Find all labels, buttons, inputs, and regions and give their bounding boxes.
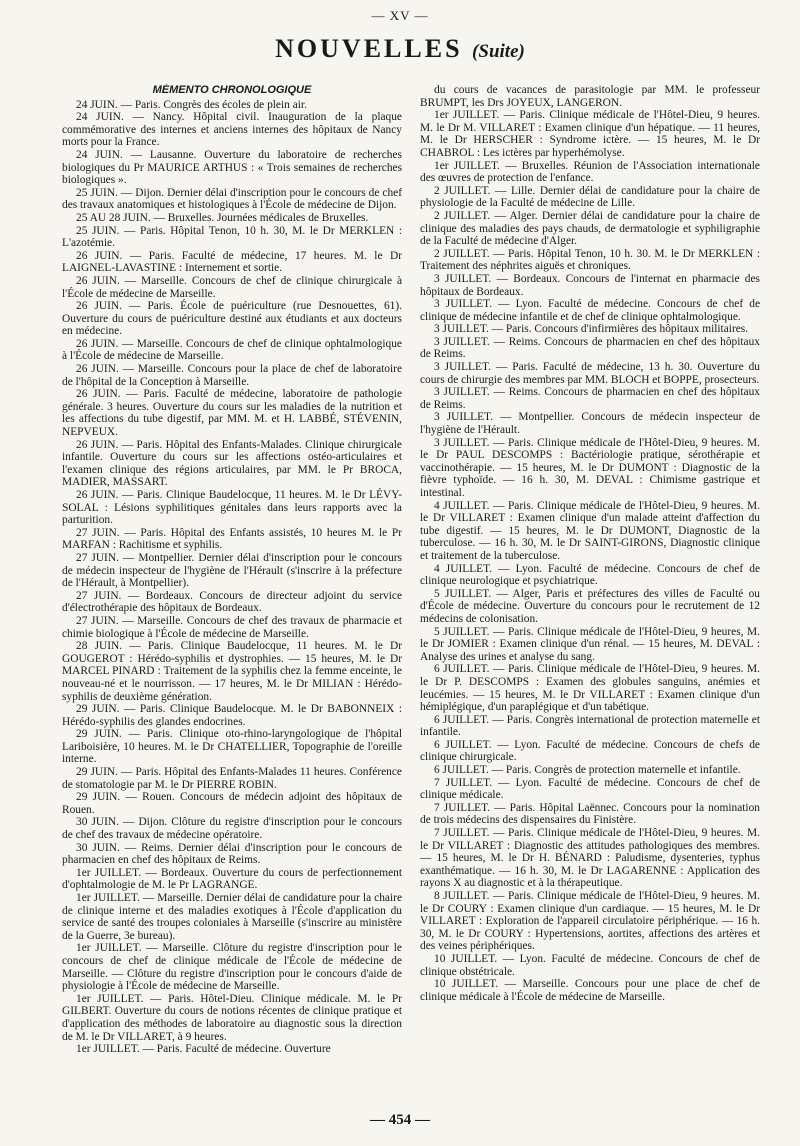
entry: 28 JUIN. — Paris. Clinique Baudelocque, 11 heures. M. le Dr GOUGEROT : Hérédo-syphilis et dystrophies. — 15 heures, M. le Dr MARCEL PINARD : Traitement de la syphilis chez la femme enceinte, le nouveau-né et le nourrisson. — 17 heures, M. le Dr MILIAN : Hérédo-syphilis de deuxième génération. (62, 640, 402, 703)
folio: — XV — (371, 8, 429, 23)
entry: 29 JUIN. — Rouen. Concours de médecin adjoint des hôpitaux de Rouen. (62, 791, 402, 816)
entry: 7 JUILLET. — Paris. Hôpital Laënnec. Concours pour la nomination de trois médecins des dispensaires du Finistère. (420, 801, 760, 827)
left-column (62, 84, 402, 1104)
entry: 1er JUILLET. — Bruxelles. Réunion de l'Association internationale des œuvres de protection de l'enfance. (420, 159, 760, 185)
page-title (0, 34, 800, 64)
entry: 2 JUILLET. — Lille. Dernier délai de candidature pour la chaire de physiologie de la Faculté de médecine de Lille. (420, 184, 760, 210)
entry: 7 JUILLET. — Lyon. Faculté de médecine. Concours de chef de clinique médicale. (420, 776, 760, 802)
entry: 25 AU 28 JUIN. — Bruxelles. Journées médicales de Bruxelles. (76, 211, 369, 224)
entry: 1er JUILLET. — Paris. Clinique médicale de l'Hôtel-Dieu, 9 heures. M. le Dr M. VILLARET : Examen clinique d'un hépatique. — 11 heures, M. le Dr HERSCHER : Syndrome ictère. — 15 heures, M. le Dr CHABROL : Les ictères par hyperhémolyse. (420, 109, 760, 159)
entry: 30 JUIN. — Dijon. Clôture du registre d'inscription pour le concours de chef des travaux de médecine opératoire. (62, 816, 402, 842)
entry: 24 JUIN. — Nancy. Hôpital civil. Inauguration de la plaque commémorative des internes et anciens internes des hôpitaux de Nancy morts pour la France. (62, 111, 402, 149)
entry: 3 JUILLET. — Reims. Concours de pharmacien en chef des hôpitaux de Reims. (420, 386, 760, 411)
entry: 4 JUILLET. — Paris. Clinique médicale de l'Hôtel-Dieu, 9 heures. M. le Dr VILLARET : Examen clinique d'un malade atteint d'affection du tube digestif. — 15 heures, M. le Dr DUMONT, Diagnostic de la tuberculose. — 16 h. 30, M. le Dr SAINT-GIRONS, Diagnostic clinique et traitement de la tuberculose. (420, 499, 760, 562)
entry: 29 JUIN. — Paris. Clinique oto-rhino-laryngologique de l'hôpital Lariboisière, 10 heures. M. le Dr CHATELLIER, Topographie de l'oreille interne. (62, 728, 402, 766)
entry: 6 JUILLET. — Paris. Clinique médicale de l'Hôtel-Dieu, 9 heures. M. le Dr P. DESCOMPS : Examen des globules sanguins, anémies et leucémies. — 15 heures, M. le Dr VILLARET : Examen clinique d'un hémiplégique, d'un paraplégique et d'un tabétique. (420, 663, 760, 714)
entry: 4 JUILLET. — Lyon. Faculté de médecine. Concours de chef de clinique neurologique et psychiatrique. (420, 562, 760, 588)
entry: 26 JUIN. — Marseille. Concours pour la place de chef de laboratoire de l'hôpital de la Conception à Marseille. (62, 363, 402, 388)
entry: 26 JUIN. — Marseille. Concours de chef de clinique ophtalmologique à l'École de médecine de Marseille. (62, 337, 402, 363)
right-entries (420, 84, 760, 1003)
entry: 10 JUILLET. — Marseille. Concours pour une place de chef de clinique médicale à l'École de médecine de Marseille. (420, 978, 760, 1003)
entry: 5 JUILLET. — Alger, Paris et préfectures des villes de Faculté ou d'École de médecine. Ouverture du concours pour le recrutement de 12 médecins de colonisation. (420, 587, 760, 625)
entry: 29 JUIN. — Paris. Hôpital des Enfants-Malades 11 heures. Conférence de stomatologie par M. le Dr PIERRE ROBIN. (62, 766, 402, 791)
entry: 26 JUIN. — Paris. Hôpital des Enfants-Malades. Clinique chirurgicale infantile. Ouverture du cours sur les affections ostéo-articulaires et l'examen clinique des régions articulaires, par MM. le Pr BROCA, MADIER, MASSART. (62, 438, 402, 489)
title-suite: (Suite) (472, 41, 525, 62)
entry: 1er JUILLET. — Marseille. Clôture du registre d'inscription pour le concours de chef de clinique médicale de l'École de médecine de Marseille. — Clôture du registre d'inscription pour le concours d'aide de physiologie à l'École de médecine de Marseille. (62, 942, 402, 993)
entry: 1er JUILLET. — Paris. Faculté de médecine. Ouverture (76, 1043, 331, 1056)
entry: 8 JUILLET. — Paris. Clinique médicale de l'Hôtel-Dieu, 9 heures. M. le Dr COURY : Examen clinique d'un cardiaque. — 15 heures, M. le Dr VILLARET : Exploration de l'appareil circulatoire périphérique. — 16 h. 30, M. le Dr COURY : Hypertensions, aortites, affections des artères et des veines périphériques. (420, 890, 760, 953)
entry: 2 JUILLET. — Paris. Hôpital Tenon, 10 h. 30. M. le Dr MERKLEN : Traitement des néphrites aiguës et chroniques. (420, 247, 760, 273)
entry: 25 JUIN. — Dijon. Dernier délai d'inscription pour le concours de chef des travaux anatomiques et histologiques à l'École de médecine de Dijon. (62, 186, 402, 212)
entry: 27 JUIN. — Montpellier. Dernier délai d'inscription pour le concours de médecin inspecteur de l'hygiène de l'Hérault (s'inscrire à la préfecture de l'Hérault, à Montpellier). (62, 551, 402, 590)
entry: 6 JUILLET. — Paris. Congrès de protection maternelle et infantile. (434, 764, 741, 777)
entry: 1er JUILLET. — Paris. Hôtel-Dieu. Clinique médicale. M. le Pr GILBERT. Ouverture du cours de notions récentes de clinique pratique et d'application des méthodes de laboratoire au diagnostic sous la direction de M. le Dr VILLARET, à 9 heures. (62, 992, 402, 1043)
section-title: MÉMENTO CHRONOLOGIQUE (152, 84, 312, 96)
entry: 7 JUILLET. — Paris. Clinique médicale de l'Hôtel-Dieu, 9 heures. M. le Dr VILLARET : Diagnostic des attitudes pathologiques des membres. — 15 heures, M. le Dr H. BÉNARD : Paludisme, dysenteries, typhus exanthématique. — 16 h. 30, M. le Dr LAGARENNE : Application des rayons X au diagnostic et à la thérapeutique. (420, 827, 760, 890)
entry: 27 JUIN. — Bordeaux. Concours de directeur adjoint du service d'électrothérapie des hôpitaux de Bordeaux. (62, 589, 402, 615)
entry: 3 JUILLET. — Paris. Faculté de médecine, 13 h. 30. Ouverture du cours de chirurgie des membres par MM. BLOCH et BOPPE, prosecteurs. (420, 361, 760, 386)
page-number: — 454 — (370, 1112, 430, 1128)
entry: 27 JUIN. — Marseille. Concours de chef des travaux de pharmacie et chimie biologique à l'École de médecine de Marseille. (62, 614, 402, 640)
entry: 5 JUILLET. — Paris. Clinique médicale de l'Hôtel-Dieu, 9 heures, M. le Dr JOMIER : Examen clinique d'un rénal. — 15 heures, M. DEVAL : Analyse des urines et analyse du sang. (420, 625, 760, 663)
left-entries (62, 99, 402, 1056)
entry: 2 JUILLET. — Alger. Dernier délai de candidature pour la chaire de clinique des maladies des pays chauds, de dermatologie et syphiligraphie de la Faculté de médecine d'Alger. (420, 209, 760, 248)
entry: 26 JUIN. — Paris. Faculté de médecine, 17 heures. M. le Dr LAIGNEL-LAVASTINE : Internement et sortie. (62, 249, 402, 275)
entry: 29 JUIN. — Paris. Clinique Baudelocque. M. le Dr BABONNEIX : Hérédo-syphilis des glandes endocrines. (62, 703, 402, 728)
entry: 6 JUILLET. — Paris. Congrès international de protection maternelle et infantile. (420, 713, 760, 739)
entry: 25 JUIN. — Paris. Hôpital Tenon, 10 h. 30, M. le Dr MERKLEN : L'azotémie. (62, 224, 402, 250)
entry: du cours de vacances de parasitologie par MM. le professeur BRUMPT, les Drs JOYEUX, LANGERON. (420, 84, 760, 109)
entry: 26 JUIN. — Paris. Faculté de médecine, laboratoire de pathologie générale. 3 heures. Ouverture du cours sur les maladies de la nutrition et les affections du tube digestif, par MM. M. et H. LABBÉ, STÉVENIN, NEPVEUX. (62, 388, 402, 439)
entry: 3 JUILLET. — Reims. Concours de pharmacien en chef des hôpitaux de Reims. (420, 335, 760, 361)
entry: 26 JUIN. — Marseille. Concours de chef de clinique chirurgicale à l'École de médecine de Marseille. (62, 274, 402, 300)
entry: 30 JUIN. — Reims. Dernier délai d'inscription pour le concours de pharmacien en chef des hôpitaux de Reims. (62, 841, 402, 867)
entry: 27 JUIN. — Paris. Hôpital des Enfants assistés, 10 heures M. le Pr MARFAN : Rachitisme et syphilis. (62, 526, 402, 552)
entry: 26 JUIN. — Paris. Clinique Baudelocque, 11 heures. M. le Dr LÉVY-SOLAL : Lésions syphilitiques génitales dans leurs rapports avec la parturition. (62, 489, 402, 527)
entry: 26 JUIN. — Paris. École de puériculture (rue Desnouettes, 61). Ouverture du cours de puériculture destiné aux étudiants et aux docteurs en médecine. (62, 300, 402, 338)
entry: 1er JUILLET. — Marseille. Dernier délai de candidature pour la chaire de clinique interne et des maladies exotiques à l'École d'application du service de santé des troupes coloniales à Marseille (s'inscrire au ministère de la Guerre, 3e bureau). (62, 892, 402, 942)
right-column (420, 84, 760, 1104)
entry: 3 JUILLET. — Bordeaux. Concours de l'internat en pharmacie des hôpitaux de Bordeaux. (420, 272, 760, 298)
entry: 3 JUILLET. — Lyon. Faculté de médecine. Concours de chef de clinique de médecine infantile et de chef de clinique ophtalmologique. (420, 298, 760, 323)
entry: 1er JUILLET. — Bordeaux. Ouverture du cours de perfectionnement d'ophtalmologie de M. le Pr LAGRANGE. (62, 866, 402, 892)
entry: 3 JUILLET. — Paris. Clinique médicale de l'Hôtel-Dieu, 9 heures. M. le Dr PAUL DESCOMPS : Bactériologie pratique, sérothérapie et vaccinothérapie. — 15 heures, M. le Dr DUMONT : Diagnostic de la fièvre typhoïde. — 16 h. 30, M. DEVAL : Chimisme gastrique et intestinal. (420, 436, 760, 499)
entry: 3 JUILLET. — Paris. Concours d'infirmières des hôpitaux militaires. (434, 323, 749, 336)
entry: 6 JUILLET. — Lyon. Faculté de médecine. Concours de chefs de clinique chirurgicale. (420, 738, 760, 764)
entry: 24 JUIN. — Paris. Congrès des écoles de plein air. (76, 98, 307, 111)
entry: 24 JUIN. — Lausanne. Ouverture du laboratoire de recherches biologiques du Pr MAURICE ARTHUS : « Trois semaines de recherches biologiques ». (62, 148, 402, 187)
entry: 10 JUILLET. — Lyon. Faculté de médecine. Concours de chef de clinique obstétricale. (420, 952, 760, 978)
title-text: NOUVELLES (275, 34, 463, 63)
entry: 3 JUILLET. — Montpellier. Concours de médecin inspecteur de l'hygiène de l'Hérault. (420, 411, 760, 437)
